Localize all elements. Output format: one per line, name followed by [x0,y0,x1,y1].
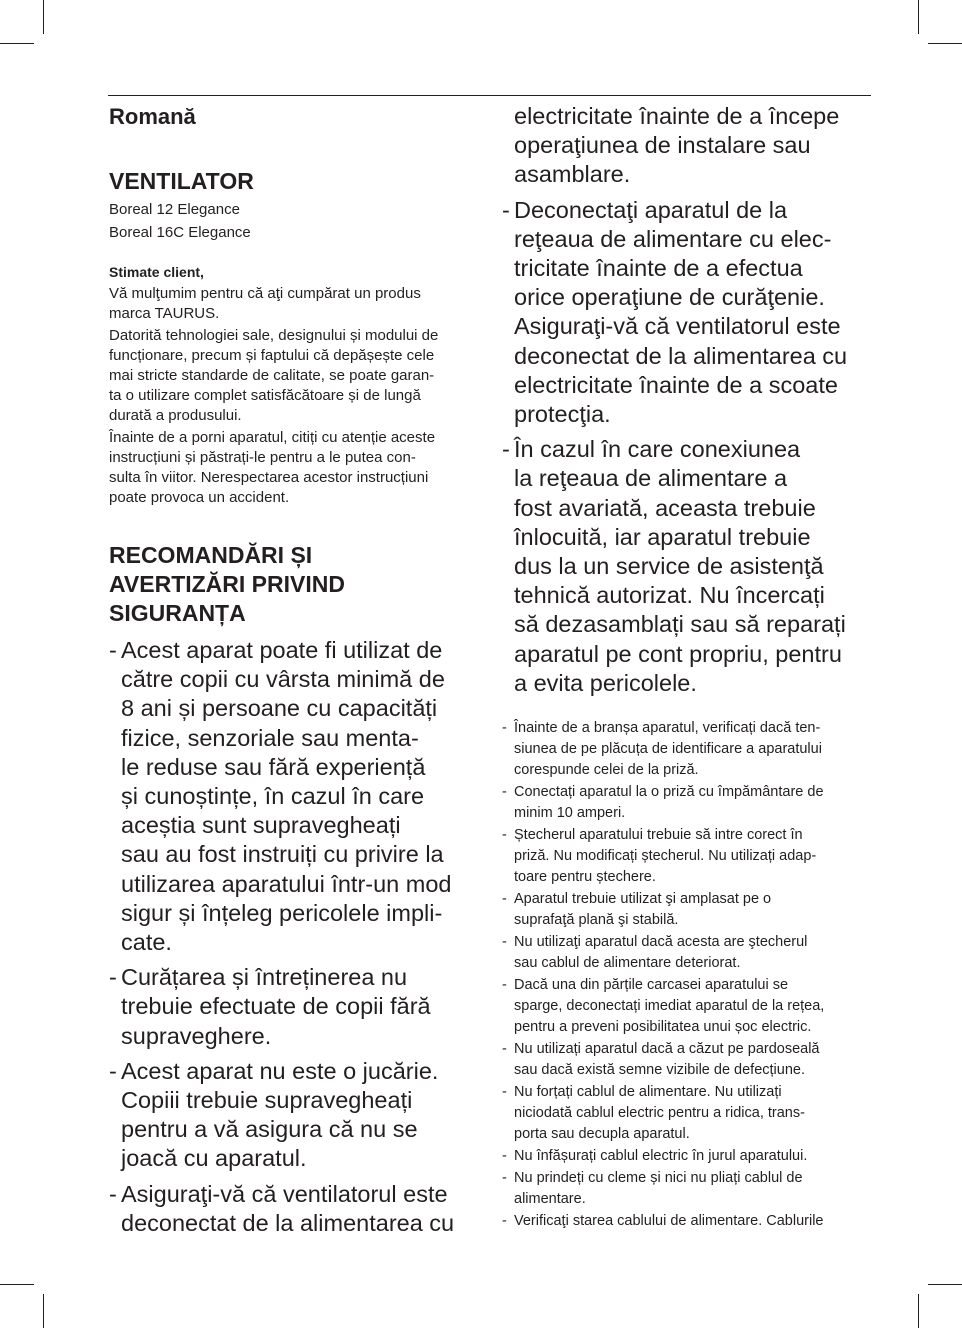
language-heading: Romană [109,104,196,129]
safety-list-small [502,718,874,1232]
list-dash: - [502,1170,507,1187]
list-item [502,435,874,698]
list-dash: - [502,977,507,994]
safety-list-left [109,636,481,1238]
list-dash: - [109,1180,117,1207]
list-item [502,975,874,1037]
safety-list-right [502,196,874,698]
list-dash: - [109,637,117,663]
list-item-text: Nu înfășurați cablul electric în jurul aparatului. [514,1148,808,1164]
crop-mark [928,43,962,44]
right-column [502,100,874,1234]
list-dash: - [502,890,507,907]
list-item-text: Curățarea și întreținerea nu trebuie efectuate de copii fără supraveghere. [121,964,431,1049]
list-item-text: Ștecherul aparatului trebuie să intre corect în priză. Nu modificați ștecherul. Nu utilizați adap- toare pentru ștechere. [514,827,817,885]
header-rule [108,95,871,96]
crop-mark [918,0,919,34]
list-item-text: Nu prindeți cu cleme și nici nu pliați cablul de alimentare. [514,1170,803,1208]
list-item [109,1180,481,1238]
list-dash: - [502,1213,507,1230]
intro-paragraph: Datorită tehnologiei sale, designului și modului de funcționare, precum și faptului că depășește cele mai stricte standarde de calitate, se poate garan- ta o utilizare complet satisfăcătoare și de lungă durată a produsului. [109,327,439,424]
list-dash: - [502,783,507,800]
list-item-text: Verificaţi starea cablului de alimentare. Cablurile [514,1213,824,1230]
list-item-text: Conectați aparatul la o priză cu împământare de minim 10 amperi. [514,783,824,821]
list-item [502,718,874,780]
crop-mark [918,1294,919,1328]
list-item-continuation: electricitate înainte de a începe operaţiunea de instalare sau asamblare. [514,103,840,188]
list-item [109,1057,481,1174]
list-item-text: Deconectaţi aparatul de la reţeaua de alimentare cu elec- tricitate înainte de a efectua orice operaţiune de curăţenie. Asiguraţi-vă că ventilatorul este deconectat de la alimentarea cu electricitate înainte de a scoate protecţia. [514,196,848,428]
list-item [502,196,874,430]
safety-section-title: RECOMANDĂRI ȘI AVERTIZĂRI PRIVIND SIGURANȚA [109,542,345,626]
crop-mark [43,0,44,34]
intro-paragraph: Vă mulţumim pentru că aţi cumpărat un produs marca TAURUS. [109,285,421,322]
list-item [109,963,481,1051]
model-name: Boreal 12 Elegance [109,201,240,218]
product-title: VENTILATOR [109,168,254,194]
list-dash: - [502,720,507,737]
list-item-text: Asiguraţi-vă că ventilatorul este deconectat de la alimentarea cu [121,1180,455,1236]
list-item [502,1211,874,1232]
list-item [502,1168,874,1210]
list-item-text: Nu utilizați aparatul dacă a căzut pe pardoseală sau dacă există semne vizibile de defecțiune. [514,1041,820,1078]
list-item [502,1082,874,1144]
crop-mark [0,43,34,44]
list-item [502,889,874,931]
list-item-text: Înainte de a branșa aparatul, verificați dacă ten- siunea de pe plăcuța de identificare a aparatului corespunde celei de la priză. [514,720,822,778]
list-item-text: Acest aparat poate fi utilizat de către copii cu vârsta minimă de 8 ani și persoane cu capacități fizice, senzoriale sau menta- le reduse sau fără experiență și cunoștințe, în cazul în care aceștia sunt supravegheați sau au fost instruiți cu privire la utilizarea aparatului într-un mod sigur și înțeleg pericolele impli- cate. [121,637,452,956]
list-item [502,825,874,887]
crop-mark [0,1284,34,1285]
list-item-text: Acest aparat nu este o jucărie. Copiii trebuie supravegheați pentru a vă asigura că nu se joacă cu aparatul. [121,1057,439,1172]
list-item [502,932,874,974]
intro-paragraph: Înainte de a porni aparatul, citiți cu atenție aceste instrucțiuni și păstrați-le pentru a le putea con- sulta în viitor. Nerespectarea acestor instrucțiuni poate provoca un accident. [109,429,436,506]
list-item-text: Nu forțați cablul de alimentare. Nu utilizați niciodată cablul electric pentru a ridica, trans- porta sau decupla aparatul. [514,1084,805,1142]
list-item-text: Dacă una din părțile carcasei aparatului se sparge, deconectați imediat aparatul de la rețea, pentru a preveni posibilitatea unui șoc electric. [514,977,825,1035]
model-name: Boreal 16C Elegance [109,224,251,241]
greeting: Stimate client, [109,264,204,280]
list-dash: - [502,196,510,223]
left-column [109,100,481,1244]
list-dash: - [502,1084,507,1101]
list-dash: - [502,1148,507,1164]
list-item [502,782,874,824]
list-item-text: Aparatul trebuie utilizat şi amplasat pe o suprafaţă plană şi stabilă. [514,890,772,928]
list-dash: - [502,827,507,844]
list-dash: - [502,1041,507,1058]
list-dash: - [502,436,510,463]
list-item-text: În cazul în care conexiunea la reţeaua de alimentare a fost avariată, aceasta trebuie înlocuită, iar aparatul trebuie dus la un service de asistenţă tehnică autorizat. Nu încercați să dezasamblați sau să reparați aparatul pe cont propriu, pentru a evita pericolele. [514,436,846,696]
list-item-text: Nu utilizaţi aparatul dacă acesta are ştecherul sau cablul de alimentare deteriorat. [514,934,808,971]
list-item [502,1146,874,1167]
list-item [502,1039,874,1081]
list-dash: - [109,964,117,991]
list-item [109,636,481,957]
list-dash: - [109,1057,117,1084]
list-dash: - [502,934,507,951]
crop-mark [43,1294,44,1328]
crop-mark [928,1284,962,1285]
